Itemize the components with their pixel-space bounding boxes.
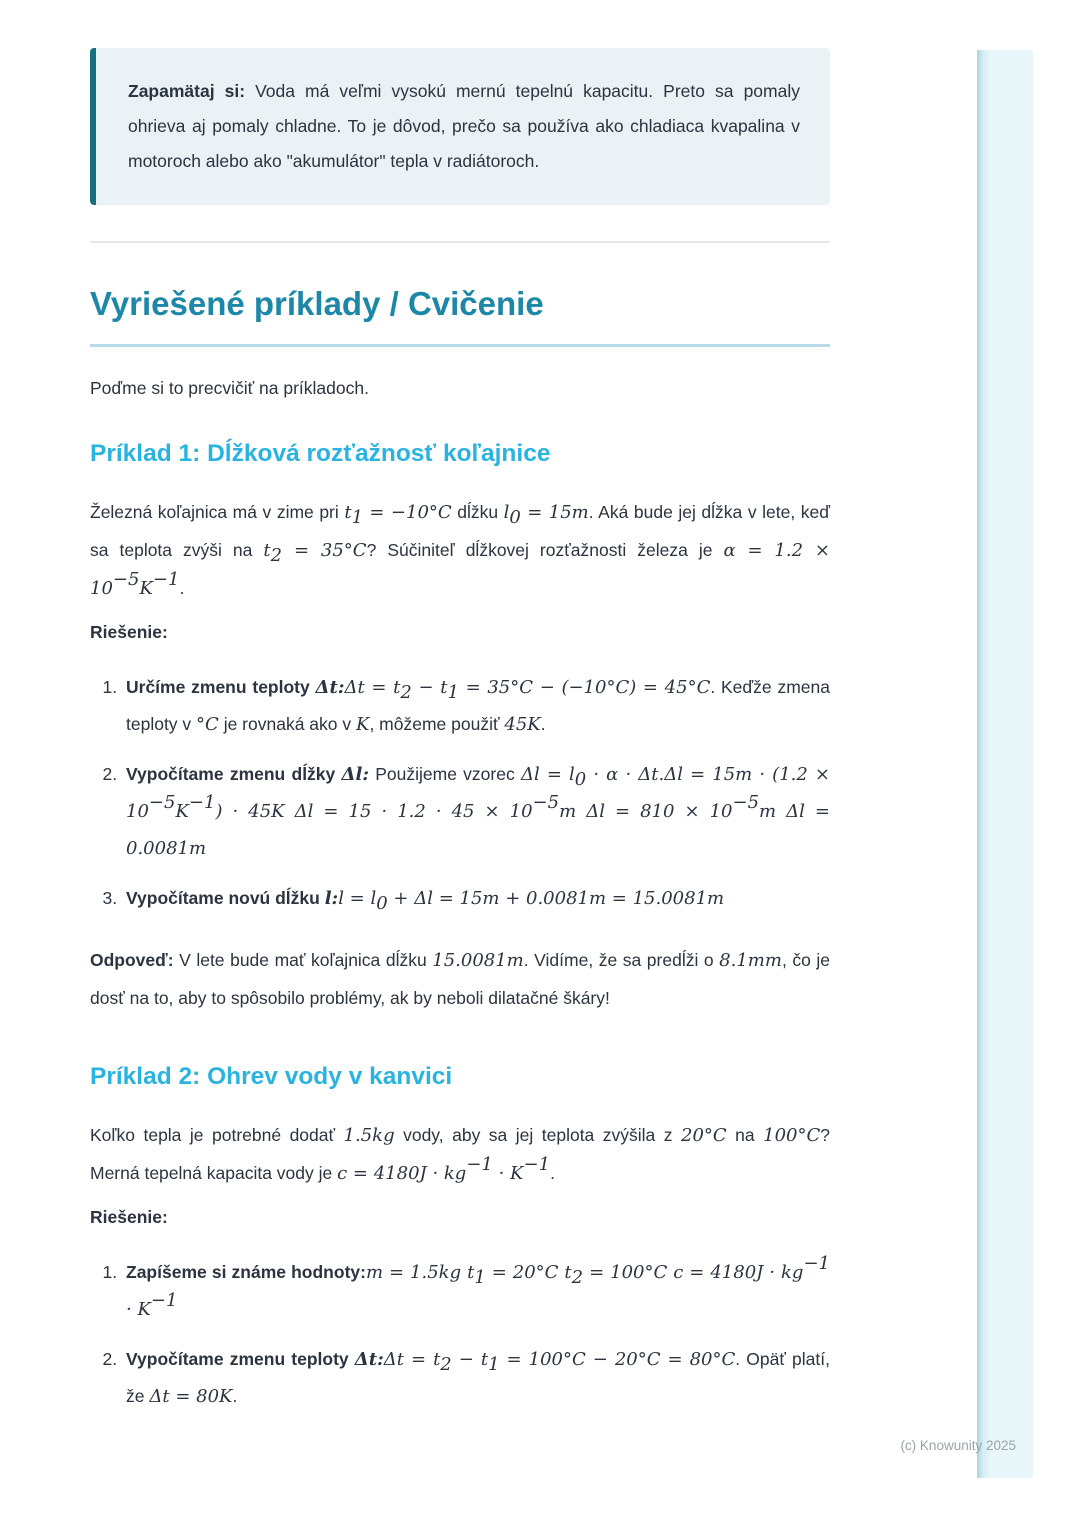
section-divider xyxy=(90,241,830,243)
example2-problem: Koľko tepla je potrebné dodať 1.5kg vody, aby sa jej teplota zvýšila z 20°C na 100°C? Merná tepelná kapacita vody je $c = 4180J \cdot kg^{-1} \cdot K^{-1}$. xyxy=(90,1125,830,1184)
example1-heading: Príklad 1: Dĺžková rozťažnosť koľajnice xyxy=(90,440,551,467)
list-item: 1. Zapíšeme si známe hodnoty:m = 1.5kg $t_1 = 20^\circ C$ $t_2 = 100^\circ C$ $c = 4180J \cdot kg^{-1} \cdot K^{-1}$ xyxy=(122,1254,830,1328)
page-title: Vyriešené príklady / Cvičenie xyxy=(90,283,830,347)
example1-steps-list xyxy=(90,669,830,917)
example1-answer: Odpoveď: V lete bude mať koľajnica dĺžku 15.0081m. Vidíme, že sa predĺži o 8.1mm, čo je dosť na to, aby to spôsobilo problémy, ak by neboli dilatačné škáry! xyxy=(90,950,830,1008)
document-content xyxy=(90,0,830,1428)
example1-solution-label: Riešenie: xyxy=(90,622,168,642)
list-item: 2. Vypočítame zmenu dĺžky Δl: Použijeme vzorec $\Delta l = l_0 \cdot \alpha \cdot \Delta t.\Delta l = 15m \cdot (1.2 \times 10^{-5}K^{-1}) \cdot 45K$ $\Delta l = 15 \cdot 1.2 \cdot 45 \times 10^{-5}m$ $\Delta l = 810 \times 10^{-5}m$ Δl = 0.0081m xyxy=(122,756,830,867)
example2-heading: Príklad 2: Ohrev vody v kanvici xyxy=(90,1063,453,1090)
example2-steps-list xyxy=(90,1254,830,1415)
intro-paragraph: Poďme si to precvičiť na príkladoch. xyxy=(90,378,369,398)
next-page-edge xyxy=(977,50,1033,1478)
example1-problem: Železná koľajnica má v zime pri $t_1 = -10^\circ C$ dĺžku $l_0 = 15m$. Aká bude jej dĺžka v lete, keď sa teplota zvýši na $t_2 = 35^\circ C$? Súčiniteľ dĺžkovej rozťažnosti železa je $\alpha = 1.2 \times 10^{-5}K^{-1}$. xyxy=(90,502,831,599)
list-item: 3. Vypočítame novú dĺžku l:l = $l_0 + \Delta l = 15m + 0.0081m = 15.0081m$ xyxy=(122,880,830,917)
example2-solution-label: Riešenie: xyxy=(90,1207,168,1227)
callout-box xyxy=(90,48,830,205)
callout-text: Zapamätaj si: Voda má veľmi vysokú mernú tepelnú kapacitu. Preto sa pomaly ohrieva aj pomaly chladne. To je dôvod, prečo sa používa ako chladiaca kvapalina v motoroch alebo ako "akumulátor" tepla v radiátoroch. xyxy=(128,81,800,171)
list-item: 1. Určíme zmenu teploty Δt:Δt = $t_2 - t_1 = 35^\circ C - (-10^\circ C) = 45^\circ C$. Keďže zmena teploty v °C je rovnaká ako v K, môžeme použiť 45K. xyxy=(122,669,830,743)
footer-credit: (c) Knowunity 2025 xyxy=(900,1438,1016,1453)
list-item: 2. Vypočítame zmenu teploty Δt:Δt = $t_2 - t_1 = 100^\circ C - 20^\circ C = 80^\circ C$. Opäť platí, že Δt = 80K. xyxy=(122,1341,830,1415)
